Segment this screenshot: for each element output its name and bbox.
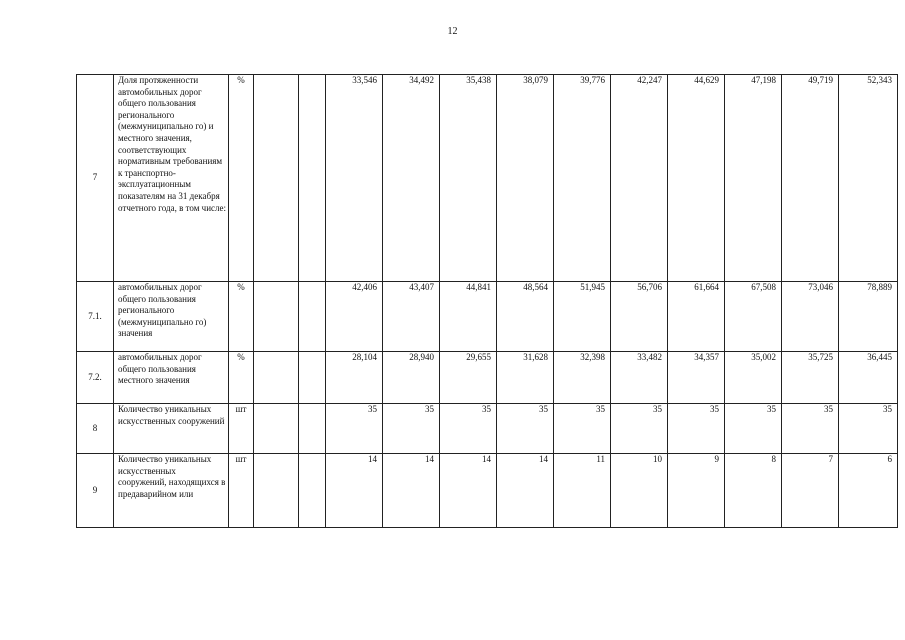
empty-cell <box>254 282 299 352</box>
empty-cell <box>254 352 299 404</box>
value-cell: 10 <box>611 454 668 528</box>
value-cell: 47,198 <box>725 75 782 282</box>
unit-cell: % <box>229 352 254 404</box>
value-cell: 31,628 <box>497 352 554 404</box>
page-number: 12 <box>447 26 458 37</box>
value-cell: 35 <box>782 404 839 454</box>
table-row <box>77 75 898 282</box>
empty-cell <box>254 454 299 528</box>
value-cell: 14 <box>440 454 497 528</box>
indicator-name: Доля протяженности автомобильных дорог общего пользования регионального (межмуниципально го) и местного значения, соответствующих нормативным требованиям к транспортно-эксплуатационным показателям на 31 декабря отчетного года, в том числе: <box>114 75 229 282</box>
empty-cell <box>254 75 299 282</box>
value-cell: 35 <box>839 404 898 454</box>
value-cell: 44,629 <box>668 75 725 282</box>
value-cell: 42,247 <box>611 75 668 282</box>
value-cell: 14 <box>383 454 440 528</box>
value-cell: 34,492 <box>383 75 440 282</box>
empty-cell <box>299 75 326 282</box>
value-cell: 8 <box>725 454 782 528</box>
value-cell: 39,776 <box>554 75 611 282</box>
value-cell: 35 <box>554 404 611 454</box>
unit-cell: % <box>229 282 254 352</box>
value-cell: 73,046 <box>782 282 839 352</box>
value-cell: 35 <box>725 404 782 454</box>
indicator-name: Количество уникальных искусственных сооружений, находящихся в предаварийном или <box>114 454 229 528</box>
value-cell: 51,945 <box>554 282 611 352</box>
table-row <box>77 404 898 454</box>
value-cell: 52,343 <box>839 75 898 282</box>
unit-cell: шт <box>229 454 254 528</box>
empty-cell <box>299 352 326 404</box>
indicator-name: автомобильных дорог общего пользования регионального (межмуниципально го) значения <box>114 282 229 352</box>
value-cell: 35 <box>383 404 440 454</box>
value-cell: 35 <box>668 404 725 454</box>
value-cell: 33,482 <box>611 352 668 404</box>
value-cell: 28,104 <box>326 352 383 404</box>
value-cell: 35,438 <box>440 75 497 282</box>
table-row <box>77 454 898 528</box>
row-number: 7.1. <box>77 282 114 352</box>
value-cell: 48,564 <box>497 282 554 352</box>
value-cell: 38,079 <box>497 75 554 282</box>
value-cell: 44,841 <box>440 282 497 352</box>
value-cell: 9 <box>668 454 725 528</box>
value-cell: 35,725 <box>782 352 839 404</box>
empty-cell <box>254 404 299 454</box>
value-cell: 6 <box>839 454 898 528</box>
value-cell: 35 <box>611 404 668 454</box>
value-cell: 33,546 <box>326 75 383 282</box>
unit-cell: шт <box>229 404 254 454</box>
value-cell: 35 <box>497 404 554 454</box>
value-cell: 7 <box>782 454 839 528</box>
indicator-name: Количество уникальных искусственных сооружений <box>114 404 229 454</box>
value-cell: 35,002 <box>725 352 782 404</box>
value-cell: 29,655 <box>440 352 497 404</box>
value-cell: 28,940 <box>383 352 440 404</box>
value-cell: 42,406 <box>326 282 383 352</box>
value-cell: 34,357 <box>668 352 725 404</box>
value-cell: 49,719 <box>782 75 839 282</box>
row-number: 7.2. <box>77 352 114 404</box>
value-cell: 56,706 <box>611 282 668 352</box>
value-cell: 14 <box>497 454 554 528</box>
empty-cell <box>299 404 326 454</box>
table-row <box>77 352 898 404</box>
row-number: 7 <box>77 75 114 282</box>
row-number: 9 <box>77 454 114 528</box>
empty-cell <box>299 454 326 528</box>
value-cell: 35 <box>326 404 383 454</box>
table-row <box>77 282 898 352</box>
value-cell: 35 <box>440 404 497 454</box>
value-cell: 32,398 <box>554 352 611 404</box>
value-cell: 67,508 <box>725 282 782 352</box>
value-cell: 14 <box>326 454 383 528</box>
value-cell: 43,407 <box>383 282 440 352</box>
indicator-name: автомобильных дорог общего пользования местного значения <box>114 352 229 404</box>
unit-cell: % <box>229 75 254 282</box>
row-number: 8 <box>77 404 114 454</box>
empty-cell <box>299 282 326 352</box>
indicators-table <box>76 74 898 528</box>
value-cell: 11 <box>554 454 611 528</box>
value-cell: 36,445 <box>839 352 898 404</box>
value-cell: 78,889 <box>839 282 898 352</box>
value-cell: 61,664 <box>668 282 725 352</box>
